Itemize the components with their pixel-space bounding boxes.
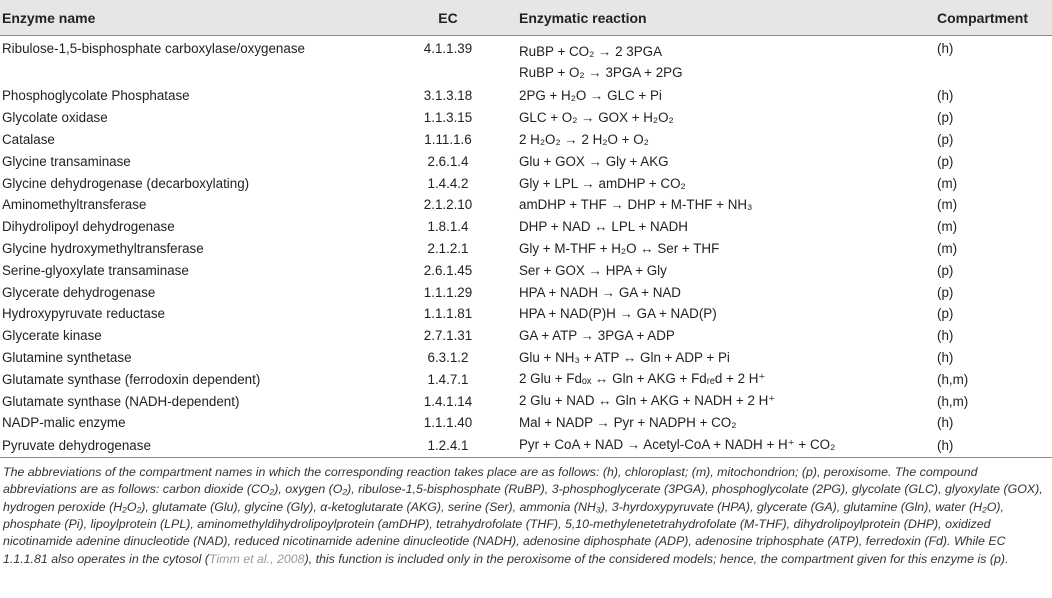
compartment-cell: (h) xyxy=(937,328,954,344)
table-row xyxy=(0,412,1052,434)
ec-number-cell: 1.2.4.1 xyxy=(377,434,519,458)
reaction-cell xyxy=(519,172,937,194)
compartment-cell: (p) xyxy=(937,131,954,147)
header-row xyxy=(0,0,1052,36)
ec-number-cell: 4.1.1.39 xyxy=(423,41,473,56)
enzyme-name-cell: Glycerate dehydrogenase xyxy=(2,284,156,300)
reaction-cell xyxy=(519,347,937,369)
enzyme-name-cell: Serine-glyoxylate transaminase xyxy=(2,262,189,278)
enzyme-name-cell: Glycine hydroxymethyltransferase xyxy=(2,240,204,256)
enzyme-name-cell: Ribulose-1,5-bisphosphate carboxylase/oxygenase xyxy=(2,41,305,56)
reaction-cell xyxy=(519,434,937,458)
table-row xyxy=(0,259,1052,281)
compartment-cell: (h) xyxy=(937,349,954,365)
compartment-cell: (h,m) xyxy=(937,393,969,409)
compartment-cell: (h) xyxy=(937,434,1052,458)
enzyme-name-cell: Glutamine synthetase xyxy=(2,349,132,365)
ec-number-cell: 2.1.2.1 xyxy=(427,240,469,256)
ec-number-cell: 1.8.1.4 xyxy=(427,219,469,235)
table-row xyxy=(0,434,1052,458)
reaction-cell xyxy=(519,85,937,107)
reaction-cell xyxy=(519,368,937,390)
reaction-cell xyxy=(519,107,937,129)
header-compartment: Compartment xyxy=(937,0,1052,36)
enzyme-name-cell: Hydroxypyruvate reductase xyxy=(2,306,165,322)
ec-number-cell: 2.6.1.4 xyxy=(427,153,469,169)
header-enzyme-name: Enzyme name xyxy=(0,0,377,36)
compartment-cell: (m) xyxy=(937,240,958,256)
table-row xyxy=(0,85,1052,107)
reaction-text: 2PG + H₂O → GLC + Pi xyxy=(519,88,662,104)
reaction-cell xyxy=(519,325,937,347)
compartment-cell: (h,m) xyxy=(937,371,969,387)
ec-number-cell: 1.4.1.14 xyxy=(423,393,473,409)
enzyme-name-cell: Glycine dehydrogenase (decarboxylating) xyxy=(2,175,250,191)
reaction-cell xyxy=(519,238,937,260)
reaction-text: amDHP + THF → DHP + M-THF + NH₃ xyxy=(519,197,753,213)
enzyme-name-cell: Catalase xyxy=(2,131,55,147)
reaction-cell xyxy=(519,281,937,303)
reaction-text: 2 Glu + Fdₒₓ ↔ Gln + AKG + Fdᵣₑd + 2 H⁺ xyxy=(519,371,766,387)
ec-number-cell: 1.4.4.2 xyxy=(427,175,469,191)
reaction-text: Gly + LPL → amDHP + CO₂ xyxy=(519,175,686,191)
table-row xyxy=(0,281,1052,303)
citation-link[interactable]: Timm et al., 2008 xyxy=(208,551,305,566)
compartment-cell: (p) xyxy=(937,306,954,322)
table-row xyxy=(0,238,1052,260)
reaction-text: RuBP + CO₂ → 2 3PGA xyxy=(519,44,663,59)
reaction-cell xyxy=(519,259,937,281)
enzyme-name-cell: Pyruvate dehydrogenase xyxy=(0,434,377,458)
reaction-cell xyxy=(519,36,937,86)
footnote-text-1: The abbreviations of the compartment names in which the corresponding reaction takes place are as follows: (h), chloroplast; (m), mitochondrion; (p), peroxisome. The compound abbreviations are as follows: carbon dioxide (CO₂), oxygen (O₂), ribulose-1,5-bisphosphate (RuBP), 3-phosphoglycerate (3PGA), phosphoglycolate (2PG), glycolate (GLC), glyoxylate (GOX), hydrogen peroxide (H₂O₂), glutamate (Glu), glycine (Gly), α-ketoglutarate (AKG), serine (Ser), ammonia (NH₃), 3-hyrdoxypyruvate (HPA), glycerate (GA), glutamine (Gln), water (H₂O), phosphate (Pi), lipoylprotein (LPL), aminomethyldihydrolipoylprotein (amDHP), tetrahydrofolate (THF), 5,10-methylenetetrahydrofolate (M-THF), dihydrolipoylprotein (DHP), oxidized nicotinamide adenine dinucleotide (NAD), reduced nicotinamide adenine dinucleotide (NADH), adenosine diphosphate (ADP), adenosine triphosphate (ATP), ferredoxin (Fd). While EC 1.1.1.81 also operates in the cytosol ( xyxy=(3,464,1043,566)
compartment-cell: (p) xyxy=(937,284,954,300)
reaction-text: DHP + NAD ↔ LPL + NADH xyxy=(519,219,688,235)
enzyme-name-cell: Glycine transaminase xyxy=(2,153,131,169)
reaction-cell xyxy=(519,303,937,325)
compartment-cell: (m) xyxy=(937,197,958,213)
compartment-cell: (h) xyxy=(937,415,954,431)
compartment-cell: (h) xyxy=(937,88,954,104)
reaction-cell xyxy=(519,390,937,412)
enzyme-name-cell: Glycolate oxidase xyxy=(2,110,108,126)
reaction-text: Glu + GOX → Gly + AKG xyxy=(519,153,669,169)
footnote-text-2: ), this function is included only in the peroxisome of the considered models; hence, the compartment given for this enzyme is (p). xyxy=(304,551,1009,566)
table-row xyxy=(0,325,1052,347)
ec-number-cell: 1.11.1.6 xyxy=(424,131,472,147)
table-row xyxy=(0,303,1052,325)
table-row xyxy=(0,347,1052,369)
enzyme-name-cell: Phosphoglycolate Phosphatase xyxy=(2,88,190,104)
compartment-cell: (p) xyxy=(937,153,954,169)
table-footnote xyxy=(0,458,1052,568)
enzyme-name-cell: Dihydrolipoyl dehydrogenase xyxy=(2,219,175,235)
reaction-cell xyxy=(519,150,937,172)
table-body xyxy=(0,36,1052,458)
ec-number-cell: 1.4.7.1 xyxy=(427,371,469,387)
reaction-text: HPA + NADH → GA + NAD xyxy=(519,284,681,300)
table-row xyxy=(0,107,1052,129)
reaction-text: Gly + M-THF + H₂O ↔ Ser + THF xyxy=(519,240,720,256)
ec-number-cell: 1.1.1.29 xyxy=(423,284,473,300)
reaction-text: 2 H₂O₂ → 2 H₂O + O₂ xyxy=(519,131,649,147)
reaction-cell xyxy=(519,129,937,151)
reaction-text: 2 Glu + NAD ↔ Gln + AKG + NADH + 2 H⁺ xyxy=(519,393,776,409)
ec-number-cell: 3.1.3.18 xyxy=(423,88,473,104)
header-ec: EC xyxy=(377,0,519,36)
ec-number-cell: 2.1.2.10 xyxy=(423,197,473,213)
compartment-cell: (m) xyxy=(937,219,958,235)
compartment-cell: (m) xyxy=(937,175,958,191)
ec-number-cell: 6.3.1.2 xyxy=(427,349,469,365)
table-row xyxy=(0,390,1052,412)
table-row xyxy=(0,36,1052,86)
table-row xyxy=(0,172,1052,194)
enzyme-name-cell: NADP-malic enzyme xyxy=(2,415,126,431)
reaction-text: Pyr + CoA + NAD → Acetyl-CoA + NADH + H⁺ + CO₂ xyxy=(519,437,836,453)
ec-number-cell: 1.1.1.40 xyxy=(423,415,473,431)
enzyme-name-cell: Glutamate synthase (NADH-dependent) xyxy=(2,393,240,409)
reaction-cell xyxy=(519,412,937,434)
compartment-cell: (h) xyxy=(937,41,954,56)
reaction-text: Ser + GOX → HPA + Gly xyxy=(519,262,667,278)
reaction-text: HPA + NAD(P)H → GA + NAD(P) xyxy=(519,306,717,322)
table-row xyxy=(0,368,1052,390)
compartment-cell: (p) xyxy=(937,110,954,126)
reaction-text: Glu + NH₃ + ATP ↔ Gln + ADP + Pi xyxy=(519,349,730,365)
enzyme-name-cell: Glutamate synthase (ferrodoxin dependent) xyxy=(2,371,261,387)
table-row xyxy=(0,216,1052,238)
reaction-text: Mal + NADP → Pyr + NADPH + CO₂ xyxy=(519,415,737,431)
ec-number-cell: 2.7.1.31 xyxy=(423,328,473,344)
reaction-cell xyxy=(519,216,937,238)
ec-number-cell: 1.1.3.15 xyxy=(423,110,473,126)
ec-number-cell: 1.1.1.81 xyxy=(423,306,473,322)
reaction-cell xyxy=(519,194,937,216)
table-row xyxy=(0,194,1052,216)
table-row xyxy=(0,129,1052,151)
compartment-cell: (p) xyxy=(937,262,954,278)
ec-number-cell: 2.6.1.45 xyxy=(423,262,473,278)
enzyme-name-cell: Glycerate kinase xyxy=(2,328,102,344)
reaction-text: GA + ATP → 3PGA + ADP xyxy=(519,328,675,344)
header-enzymatic-reaction: Enzymatic reaction xyxy=(519,0,937,36)
table-header xyxy=(0,0,1052,36)
table-row xyxy=(0,150,1052,172)
reaction-text: GLC + O₂ → GOX + H₂O₂ xyxy=(519,110,674,126)
reaction-text-secondary: RuBP + O₂ → 3PGA + 2PG xyxy=(519,65,683,80)
enzyme-name-cell: Aminomethyltransferase xyxy=(2,197,147,213)
